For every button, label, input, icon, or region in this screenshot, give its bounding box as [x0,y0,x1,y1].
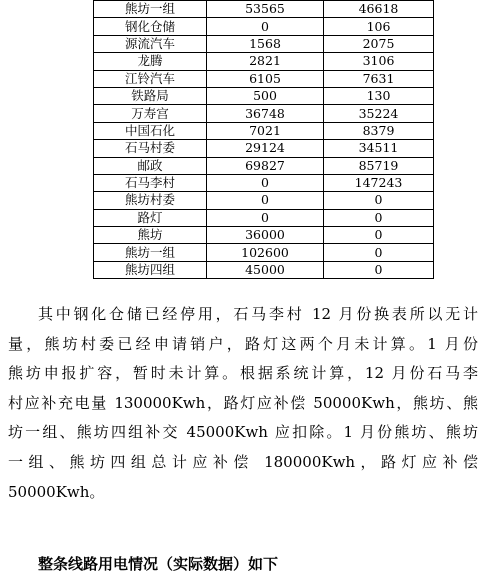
value-a-cell: 0 [207,174,324,191]
unit-name-cell: 中国石化 [94,122,207,139]
table-row [94,227,434,244]
paragraph-line: 坊一组、熊坊四组补交 45000Kwh 应扣除。1 月份熊坊、熊坊 [8,423,478,442]
table-row [94,53,434,70]
table-row [94,157,434,174]
value-a-cell: 36000 [207,227,324,244]
paragraph-line: 一组、熊坊四组总计应补偿 180000Kwh，路灯应补偿 [8,452,478,471]
value-b-cell: 0 [324,192,434,209]
table-row [94,1,434,18]
table-row [94,70,434,87]
value-a-cell: 69827 [207,157,324,174]
value-a-cell: 7021 [207,122,324,139]
value-a-cell: 29124 [207,140,324,157]
unit-name-cell: 源流汽车 [94,35,207,52]
section-heading: 整条线路用电情况（实际数据）如下 [38,555,279,573]
paragraph-line: 村应补充电量 130000Kwh，路灯应补偿 50000Kwh，熊坊、熊 [8,393,478,412]
value-b-cell: 46618 [324,1,434,18]
value-b-cell: 35224 [324,105,434,122]
value-a-cell: 53565 [207,1,324,18]
value-a-cell: 0 [207,192,324,209]
value-a-cell: 0 [207,209,324,226]
paragraph-line: 其中钢化仓储已经停用，石马李村 12 月份换表所以无计 [38,305,478,323]
table-row [94,140,434,157]
unit-name-cell: 熊坊一组 [94,244,207,261]
value-a-cell: 6105 [207,70,324,87]
table-row [94,174,434,191]
table-row [94,87,434,104]
value-a-cell: 500 [207,87,324,104]
unit-name-cell: 石马李村 [94,174,207,191]
unit-name-cell: 熊坊村委 [94,192,207,209]
value-b-cell: 147243 [324,174,434,191]
usage-table [93,0,434,279]
value-b-cell: 0 [324,261,434,278]
unit-name-cell: 龙腾 [94,53,207,70]
value-b-cell: 106 [324,18,434,35]
table-row [94,18,434,35]
paragraph-line: 量，熊坊村委已经申请销户，路灯这两个月未计算。1 月份 [8,334,478,353]
value-a-cell: 36748 [207,105,324,122]
unit-name-cell: 江铃汽车 [94,70,207,87]
value-b-cell: 0 [324,244,434,261]
unit-name-cell: 邮政 [94,157,207,174]
value-a-cell: 1568 [207,35,324,52]
table-row [94,209,434,226]
table-row [94,122,434,139]
value-b-cell: 3106 [324,53,434,70]
paragraph-line: 50000Kwh。 [8,482,105,501]
table-row [94,192,434,209]
value-a-cell: 0 [207,18,324,35]
value-b-cell: 130 [324,87,434,104]
table-row [94,35,434,52]
unit-name-cell: 熊坊四组 [94,261,207,278]
value-a-cell: 45000 [207,261,324,278]
table-row [94,244,434,261]
value-b-cell: 7631 [324,70,434,87]
value-b-cell: 34511 [324,140,434,157]
body-paragraph [8,300,478,507]
unit-name-cell: 熊坊 [94,227,207,244]
value-b-cell: 85719 [324,157,434,174]
table-row [94,261,434,278]
unit-name-cell: 钢化仓储 [94,18,207,35]
value-b-cell: 2075 [324,35,434,52]
value-a-cell: 2821 [207,53,324,70]
value-b-cell: 8379 [324,122,434,139]
table-row [94,105,434,122]
value-b-cell: 0 [324,227,434,244]
unit-name-cell: 路灯 [94,209,207,226]
unit-name-cell: 石马村委 [94,140,207,157]
usage-table-body [94,1,434,279]
paragraph-line: 熊坊申报扩容，暂时未计算。根据系统计算，12 月份石马李 [8,364,478,383]
value-b-cell: 0 [324,209,434,226]
value-a-cell: 102600 [207,244,324,261]
unit-name-cell: 铁路局 [94,87,207,104]
unit-name-cell: 熊坊一组 [94,1,207,18]
unit-name-cell: 万寿宫 [94,105,207,122]
